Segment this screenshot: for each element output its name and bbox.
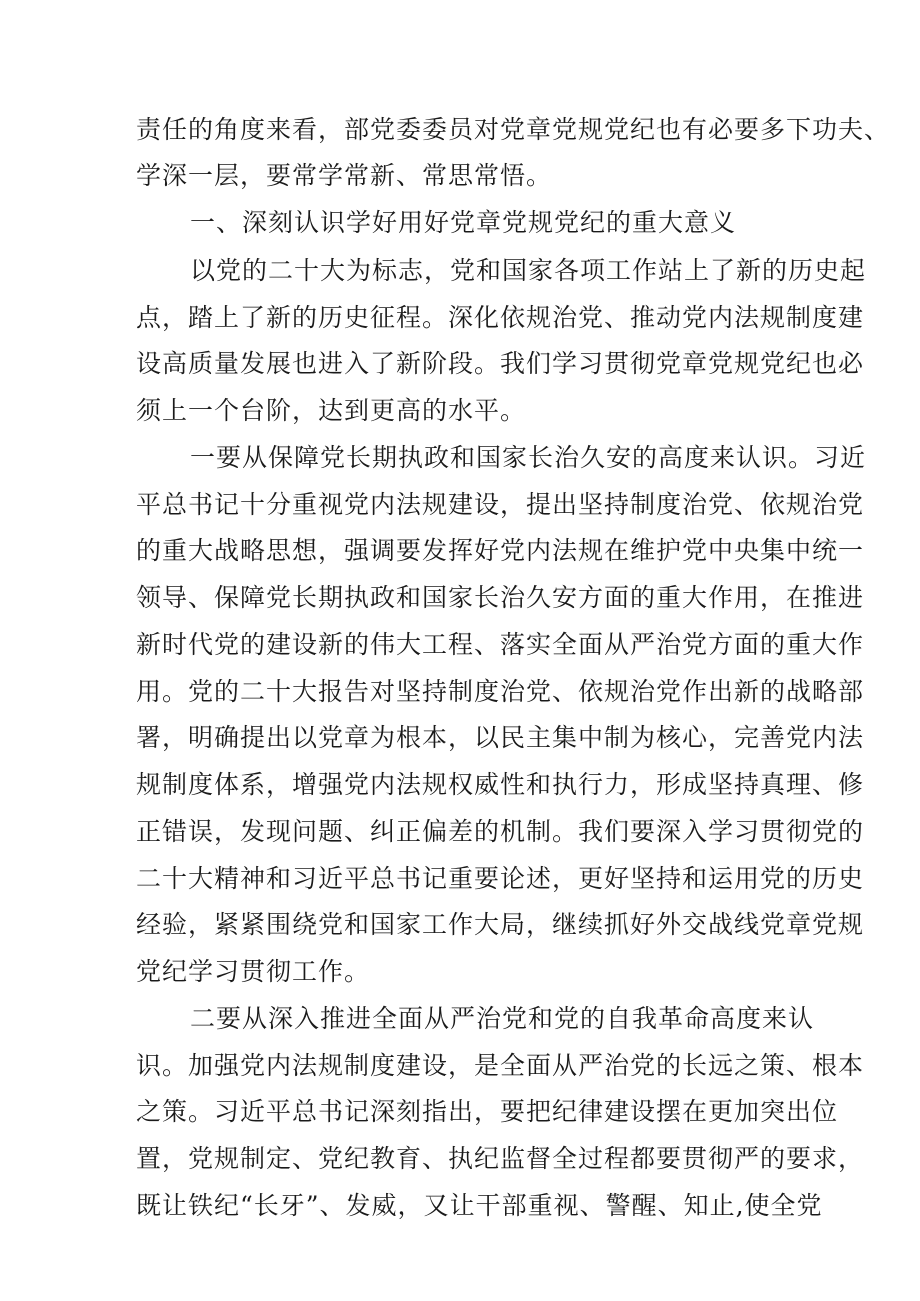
text-line: 正错误，发现问题、纠正偏差的机制。我们要深入学习贯彻党的: [136, 817, 865, 846]
text-line: 的重大战略思想，强调要发挥好党内法规在维护党中央集中统一: [136, 536, 865, 565]
text-line: 二十大精神和习近平总书记重要论述，更好坚持和运用党的历史: [136, 864, 865, 893]
text-line: 规制度体系，增强党内法规权威性和执行力，形成坚持真理、修: [136, 770, 865, 799]
text-line: 学深一层，要常学常新、常思常悟。: [136, 161, 553, 190]
text-line: 点，踏上了新的历史征程。深化依规治党、推动党内法规制度建: [136, 303, 865, 332]
text-line: 二要从深入推进全面从严治党和党的自我革命高度来认: [190, 1004, 815, 1033]
text-line: 平总书记十分重视党内法规建设，提出坚持制度治党、依规治党: [136, 490, 865, 519]
section-heading: 一、深刻认识学好用好党章党规党纪的重大意义: [190, 208, 737, 237]
text-line: 经验，紧紧围绕党和国家工作大局，继续抓好外交战线党章党规: [136, 910, 865, 939]
text-line: 用。党的二十大报告对坚持制度治党、依规治党作出新的战略部: [136, 677, 865, 706]
text-line: 识。加强党内法规制度建设，是全面从严治党的长远之策、根本: [136, 1051, 865, 1080]
text-line: 以党的二十大为标志，党和国家各项工作站上了新的历史起: [190, 256, 867, 285]
text-line: 领导、保障党长期执政和国家长治久安方面的重大作用，在推进: [136, 583, 865, 612]
text-line: 党纪学习贯彻工作。: [136, 957, 371, 986]
text-line: 署，明确提出以党章为根本，以民主集中制为核心，完善党内法: [136, 723, 865, 752]
text-line: 一要从保障党长期执政和国家长治久安的高度来认识。习近: [190, 443, 867, 472]
text-line: 既让铁纪“长牙”、发威，又让干部重视、警醒、知止,使全党: [136, 1191, 823, 1220]
text-line: 之策。习近平总书记深刻指出，要把纪律建设摆在更加突出位: [136, 1097, 839, 1126]
text-line: 须上一个台阶，达到更高的水平。: [136, 396, 527, 425]
text-line: 新时代党的建设新的伟大工程、落实全面从严治党方面的重大作: [136, 630, 865, 659]
text-line: 设高质量发展也进入了新阶段。我们学习贯彻党章党规党纪也必: [136, 349, 865, 378]
text-line: 置，党规制定、党纪教育、执纪监督全过程都要贯彻严的要求，: [136, 1144, 865, 1173]
text-line: 责任的角度来看，部党委委员对党章党规党纪也有必要多下功夫、: [136, 115, 891, 144]
